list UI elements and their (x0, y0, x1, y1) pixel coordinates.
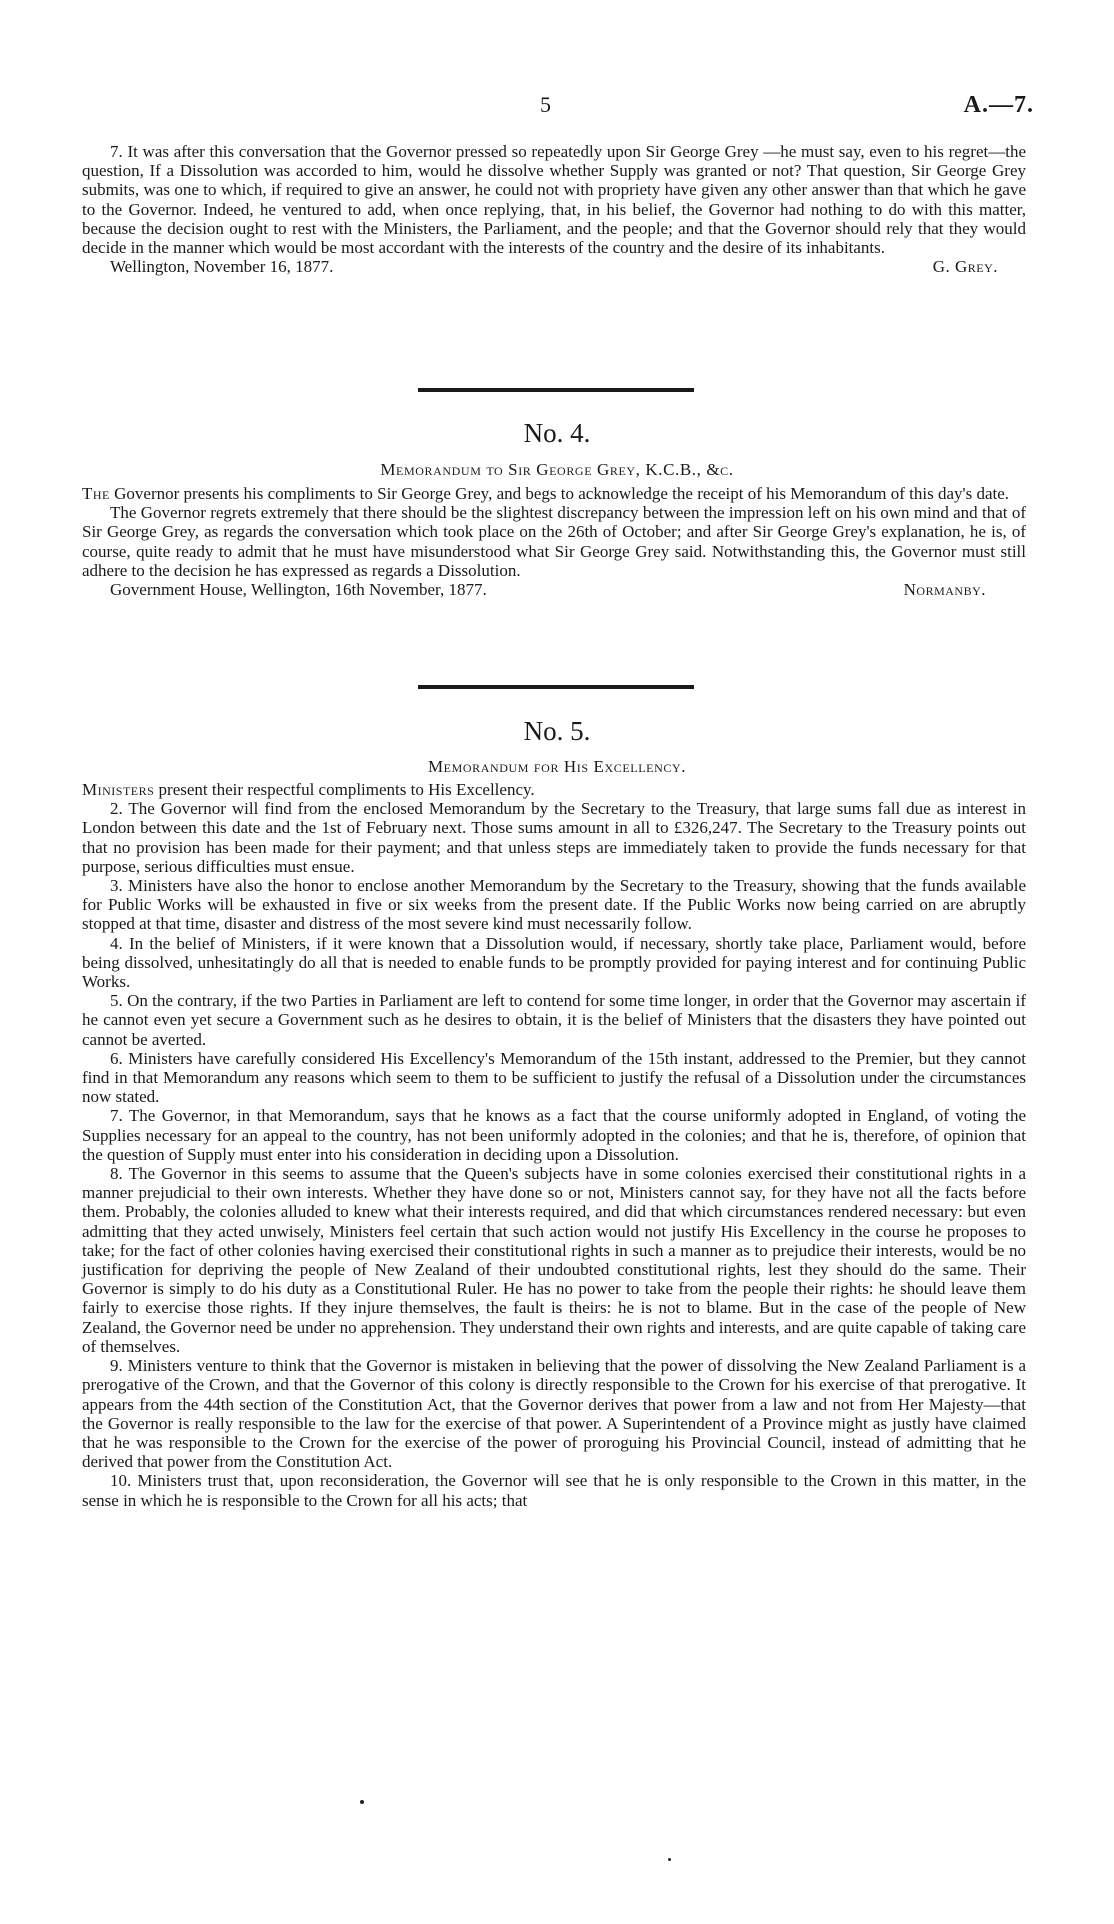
no5-paragraph: 7. The Governor, in that Memorandum, says that he knows as a fact that the course uniformly adopted in England, of voting the Supplies necessary for an appeal to the country, has not been uniformly adopted in the colonies; and that he is, therefore, of opinion that the question of Supply must enter into his consideration in deciding upon a Dissolution. (82, 1106, 1026, 1164)
no5-paragraph: 6. Ministers have carefully considered His Excellency's Memorandum of the 15th instant, addressed to the Premier, but they cannot find in that Memorandum any reasons which seem to them to be sufficient to justify the refusal of a Dissolution under the circumstances now stated. (82, 1048, 1026, 1107)
no5-paragraph: 9. Ministers venture to think that the Governor is mistaken in believing that the power of dissolving the New Zealand Parliament is a prerogative of the Crown, and that the Governor of this colony is directly responsible to the Crown for his exercise of that prerogative. It appears from the 44th section of the Constitution Act, that the Governor derives that power from a law and not from Her Majesty—that the Governor is really responsible to the law for the exercise of that power. A Superintendent of a Province might as justly have claimed that he was responsible to the Crown for the exercise of the power of proroguing his Provincial Council, instead of admitting that he derived that power from the Constitution Act. (82, 1356, 1026, 1472)
no4-memo-title: Memorandum to Sir George Grey, K.C.B., &c. (380, 460, 734, 479)
no5-body (82, 780, 1026, 1510)
no5-paragraph: 10. Ministers trust that, upon reconsideration, the Governor will see that he is only responsible to the Crown in this matter, in the sense in which he is responsible to the Crown for all his acts; that (82, 1471, 1026, 1510)
no5-paragraph: 3. Ministers have also the honor to enclose another Memorandum by the Secretary to the Treasury, showing that the funds available for Public Works will be exhausted in five or six weeks from the present date. If the Public Works now being carried on are abruptly stopped at that time, disaster and distress of the most severe kind must necessarily follow. (82, 876, 1026, 934)
section-divider (418, 388, 694, 392)
no4-heading: No. 4. (523, 418, 591, 448)
no4-paragraph-1: The Governor presents his compliments to Sir George Grey, and begs to acknowledge the receipt of his Memorandum of this day's date. (82, 484, 1010, 503)
document-code: A.—7. (963, 92, 1034, 118)
lead-word: The (82, 484, 110, 503)
no5-memo-title: Memorandum for His Excellency. (427, 757, 687, 776)
place-date: Wellington, November 16, 1877. (110, 257, 334, 277)
page-header (0, 92, 1114, 122)
ink-speck (360, 1800, 364, 1804)
no5-paragraph: 5. On the contrary, if the two Parties in Parliament are left to contend for some time longer, in order that the Governor may ascertain if he cannot even yet secure a Government such as he desires to obtain, it is the belief of Ministers that the disasters they have pointed out cannot be averted. (82, 991, 1026, 1049)
no5-paragraph: 4. In the belief of Ministers, if it were known that a Dissolution would, if necessary, shortly take place, Parliament would, before being dissolved, unhesitatingly do all that is needed to enable funds to be promptly provided for paying interest and for continuing Public Works. (82, 933, 1026, 992)
ink-speck (668, 1858, 671, 1861)
lead-word: Ministers (82, 780, 155, 799)
place-date: Government House, Wellington, 16th November, 1877. (110, 580, 487, 600)
signature-line (82, 580, 1026, 599)
signature: G. Grey. (932, 257, 998, 277)
paragraph-7-grey: 7. It was after this conversation that the Governor pressed so repeatedly upon Sir George Grey —he must say, even to his regret—the question, If a Dissolution was accorded to him, would he dissolve whether Supply was granted or not? That question, Sir George Grey submits, was one to which, if required to give an answer, he could not with propriety have given any other answer than that which he gave to the Governor. Indeed, he ventured to add, when once replying, that, in his belief, the Governor had nothing to do with this matter, because the decision ought to rest with the Ministers, the Parliament, and the people; and that the Governor should rely that they would decide in the manner which would be most accordant with the interests of the country and the desire of its inhabitants. (82, 142, 1026, 258)
section-divider (418, 685, 694, 689)
no4-body (82, 484, 1026, 599)
no4-paragraph-2: The Governor regrets extremely that there should be the slightest discrepancy between the impression left on his own mind and that of Sir George Grey, as regards the conversation which took place on the 26th of October; and after Sir George Grey's explanation, he is, of course, quite ready to admit that he must have misunderstood what Sir George Grey said. Notwithstanding this, the Governor must still adhere to the decision he has expressed as regards a Dissolution. (82, 503, 1026, 580)
page-number: 5 (540, 92, 551, 117)
no5-paragraph-1: Ministers present their respectful compliments to His Excellency. (82, 780, 535, 799)
section-top (82, 142, 1026, 276)
signature: Normanby. (903, 580, 986, 600)
no5-paragraph: 8. The Governor in this seems to assume that the Queen's subjects have in some colonies exercised their constitutional rights in a manner prejudicial to their own interests. Whether they have done so or not, Ministers cannot say, for they have not all the facts before them. Probably, the colonies alluded to knew what their interests required, and did that which circumstances rendered necessary: but even admitting that they acted unwisely, Ministers feel certain that such action would not justify His Excellency in the course he proposes to take; for the fact of other colonies having exercised their constitutional rights in such a manner as to prejudice their interests, would be no justification for depriving the people of New Zealand of their undoubted constitutional rights, lest they should do the same. Their Governor is simply to do his duty as a Constitutional Ruler. He has no power to take from the people their rights: he should leave them fairly to exercise those rights. If they injure themselves, the fault is theirs: he is not to blame. But in the case of the people of New Zealand, the Governor need be under no apprehension. They understand their own rights and interests, and are quite capable of taking care of themselves. (82, 1164, 1026, 1356)
no5-paragraph: 2. The Governor will find from the enclosed Memorandum by the Secretary to the Treasury, that large sums fall due as interest in London between this date and the 1st of February next. Those sums amount in all to £326,247. The Secretary to the Treasury points out that no provision has been made for their payment; and that unless steps are immediately taken to provide the funds necessary for that purpose, serious difficulties must ensue. (82, 799, 1026, 876)
no5-heading: No. 5. (523, 716, 591, 746)
signature-line (82, 257, 1026, 276)
